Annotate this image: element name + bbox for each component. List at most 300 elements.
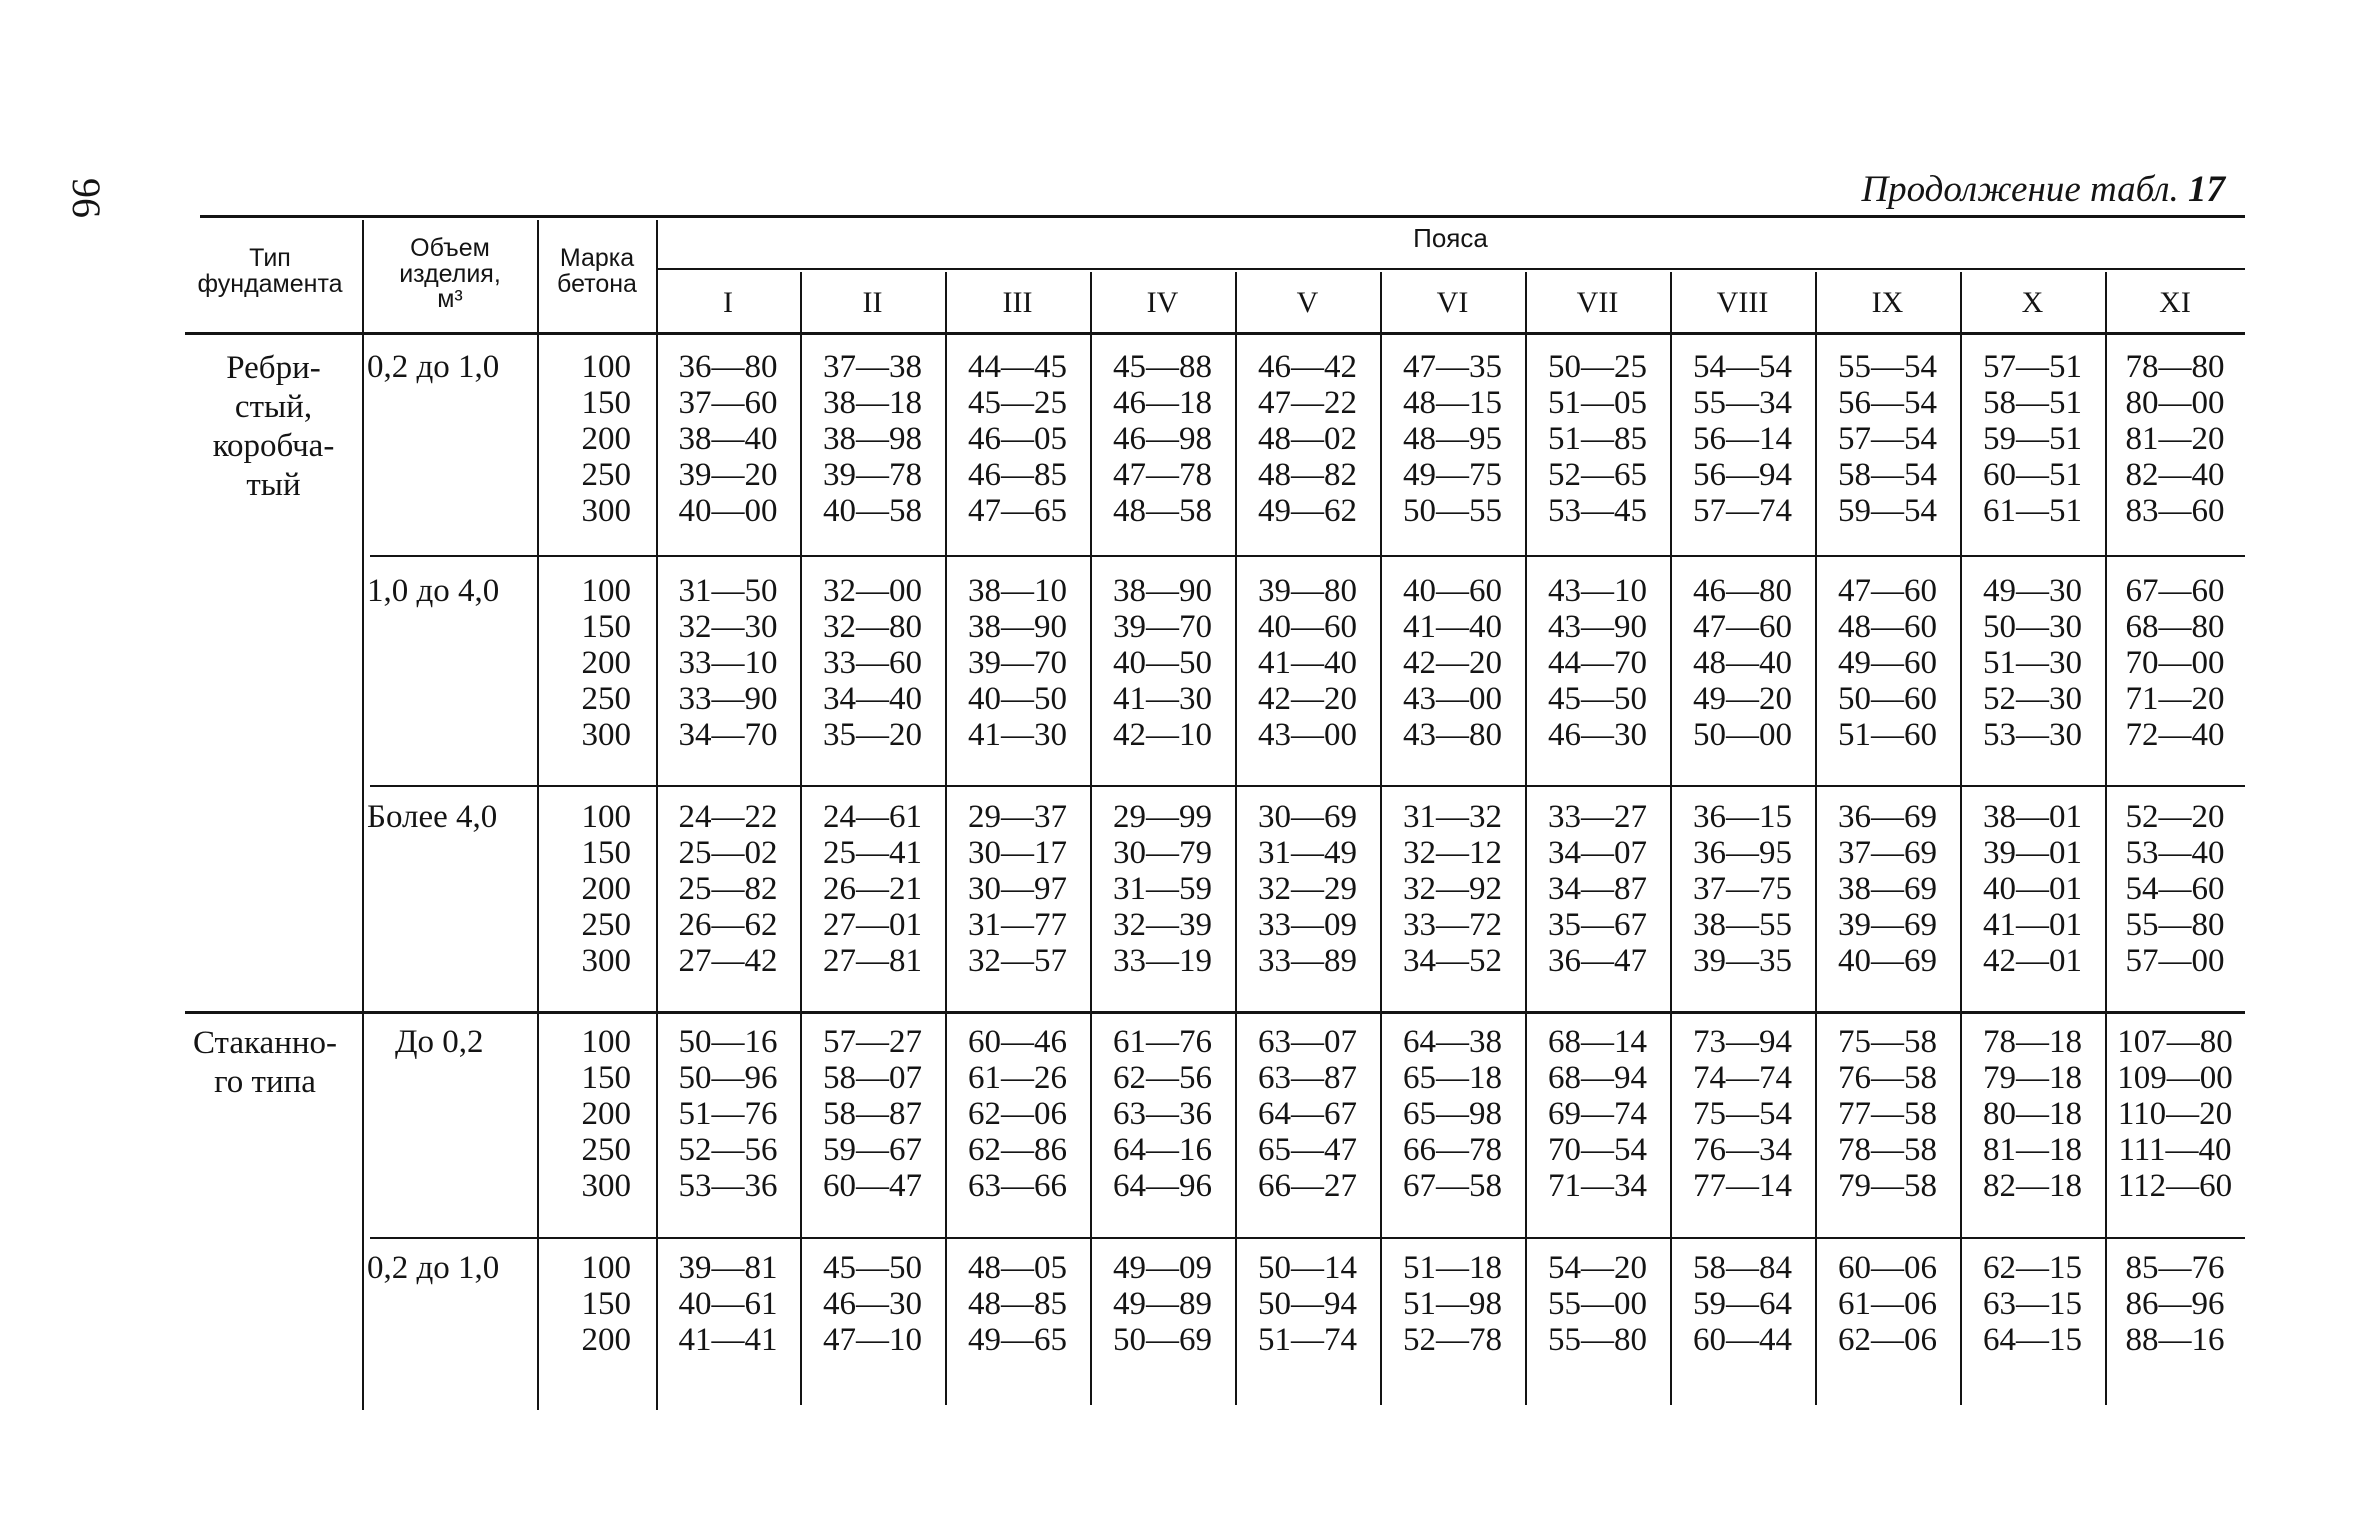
table-cell: 49—75	[1403, 457, 1502, 493]
table-cell: 63—15	[1983, 1286, 2082, 1322]
concrete-grade-value: 250	[581, 457, 631, 493]
zone-value-column	[2105, 799, 2245, 979]
table-cell: 32—29	[1258, 871, 1357, 907]
table-cell: 40—01	[1983, 871, 2082, 907]
table-cell: 50—30	[1983, 609, 2082, 645]
zone-value-column	[1960, 1250, 2105, 1358]
table-cell: 49—89	[1113, 1286, 1212, 1322]
table-cell: 33—09	[1258, 907, 1357, 943]
header-concrete-grade	[539, 246, 655, 297]
table-cell: 62—56	[1113, 1060, 1212, 1096]
header-bottom-rule	[185, 332, 2245, 335]
table-cell: 63—66	[968, 1168, 1067, 1204]
zone-value-column	[1815, 799, 1960, 979]
concrete-grade-value: 150	[581, 385, 631, 421]
table-cell: 42—20	[1403, 645, 1502, 681]
table-cell: 48—82	[1258, 457, 1357, 493]
zone-value-column	[1670, 799, 1815, 979]
header-zone-XI: XI	[2159, 286, 2191, 319]
table-cell: 40—61	[678, 1286, 778, 1322]
table-cell: 53—40	[2125, 835, 2225, 871]
type-label-line: Стаканно-	[192, 1025, 338, 1061]
concrete-grade-value: 300	[581, 717, 631, 753]
table-cell: 32—80	[823, 609, 922, 645]
table-cell: 55—00	[1548, 1286, 1647, 1322]
table-cell: 41—30	[968, 717, 1067, 753]
table-cell: 46—05	[968, 421, 1067, 457]
table-cell: 52—56	[678, 1132, 778, 1168]
table-cell: 59—67	[823, 1132, 922, 1168]
table-cell: 34—52	[1403, 943, 1502, 979]
table-cell: 51—76	[678, 1096, 778, 1132]
table-cell: 70—54	[1548, 1132, 1647, 1168]
table-cell: 50—00	[1693, 717, 1792, 753]
table-cell: 47—10	[823, 1322, 922, 1358]
table-cell: 29—99	[1113, 799, 1212, 835]
table-cell: 44—45	[968, 349, 1067, 385]
table-cell: 68—80	[2125, 609, 2225, 645]
table-cell: 109—00	[2117, 1060, 2233, 1096]
table-cell: 51—30	[1983, 645, 2082, 681]
header-type-of-foundation	[175, 246, 365, 297]
table-cell: 55—80	[1548, 1322, 1647, 1358]
concrete-grade-list	[539, 349, 631, 529]
table-cell: 41—40	[1258, 645, 1357, 681]
zone-value-column	[800, 1250, 945, 1358]
table-cell: 48—58	[1113, 493, 1212, 529]
table-cell: 58—84	[1693, 1250, 1792, 1286]
zone-value-column	[1235, 349, 1380, 529]
table-cell: 48—85	[968, 1286, 1067, 1322]
table-cell: 51—60	[1838, 717, 1937, 753]
table-cell: 56—54	[1838, 385, 1937, 421]
zone-value-column	[1525, 349, 1670, 529]
top-rule	[200, 215, 2245, 218]
table-cell: 40—50	[1113, 645, 1212, 681]
zone-value-column	[1525, 1250, 1670, 1358]
table-cell: 48—95	[1403, 421, 1502, 457]
table-cell: 36—15	[1693, 799, 1792, 835]
table-cell: 52—20	[2125, 799, 2225, 835]
table-cell: 39—70	[968, 645, 1067, 681]
table-cell: 80—00	[2125, 385, 2225, 421]
header-zone-IX: IX	[1871, 286, 1904, 319]
zone-value-column	[1960, 349, 2105, 529]
table-cell: 62—15	[1983, 1250, 2082, 1286]
header-text: фундамента	[197, 269, 343, 298]
table-cell: 46—18	[1113, 385, 1212, 421]
zone-value-column	[1380, 573, 1525, 753]
header-text: Тип	[249, 244, 291, 272]
concrete-grade-value: 100	[581, 573, 631, 609]
zone-value-column	[1960, 799, 2105, 979]
table-cell: 44—70	[1548, 645, 1647, 681]
zone-value-column	[1815, 573, 1960, 753]
table-cell: 68—14	[1548, 1024, 1647, 1060]
table-cell: 31—59	[1113, 871, 1212, 907]
table-cell: 32—92	[1403, 871, 1502, 907]
zone-value-column	[1960, 573, 2105, 753]
table-cell: 64—38	[1403, 1024, 1502, 1060]
table-cell: 64—15	[1983, 1322, 2082, 1358]
table-cell: 42—20	[1258, 681, 1357, 717]
table-cell: 37—60	[678, 385, 778, 421]
table-cell: 59—64	[1693, 1286, 1792, 1322]
table-cell: 75—58	[1838, 1024, 1937, 1060]
table-cell: 26—62	[678, 907, 778, 943]
table-cell: 39—01	[1983, 835, 2082, 871]
item-volume-label: 0,2 до 1,0	[367, 1250, 500, 1286]
table-cell: 33—90	[678, 681, 778, 717]
table-cell: 65—98	[1403, 1096, 1502, 1132]
table-cell: 57—51	[1983, 349, 2082, 385]
table-cell: 60—51	[1983, 457, 2082, 493]
table-cell: 65—47	[1258, 1132, 1357, 1168]
table-cell: 53—36	[678, 1168, 778, 1204]
concrete-grade-value: 100	[581, 799, 631, 835]
table-cell: 38—10	[968, 573, 1067, 609]
zone-value-column	[1380, 799, 1525, 979]
type-label-line: стый,	[234, 388, 313, 425]
table-cell: 33—19	[1113, 943, 1212, 979]
table-cell: 50—60	[1838, 681, 1937, 717]
table-cell: 86—96	[2125, 1286, 2225, 1322]
concrete-grade-list	[539, 799, 631, 979]
zone-value-column	[1235, 1250, 1380, 1358]
table-cell: 43—00	[1258, 717, 1357, 753]
group-separator	[370, 555, 2245, 557]
concrete-grade-value: 150	[581, 835, 631, 871]
table-cell: 37—75	[1693, 871, 1792, 907]
table-cell: 29—37	[968, 799, 1067, 835]
type-label-line: Ребри-	[226, 350, 321, 386]
zone-value-column	[800, 799, 945, 979]
type-label-line: тый	[246, 466, 301, 503]
zone-value-column	[1090, 349, 1235, 529]
table-cell: 76—34	[1693, 1132, 1792, 1168]
page-number: 96	[64, 178, 109, 218]
table-cell: 63—87	[1258, 1060, 1357, 1096]
concrete-grade-value: 200	[581, 421, 631, 457]
table-cell: 61—51	[1983, 493, 2082, 529]
table-cell: 38—40	[678, 421, 778, 457]
table-cell: 42—01	[1983, 943, 2082, 979]
table-cell: 70—00	[2125, 645, 2225, 681]
table-cell: 37—38	[823, 349, 922, 385]
table-cell: 50—96	[678, 1060, 778, 1096]
table-cell: 41—40	[1403, 609, 1502, 645]
table-cell: 39—80	[1258, 573, 1357, 609]
table-cell: 40—69	[1838, 943, 1937, 979]
table-cell: 77—14	[1693, 1168, 1792, 1204]
zone-value-column	[1670, 1250, 1815, 1358]
table-cell: 54—54	[1693, 349, 1792, 385]
table-cell: 56—94	[1693, 457, 1792, 493]
column-divider	[362, 220, 364, 1410]
zone-value-column	[800, 1024, 945, 1204]
table-cell: 67—58	[1403, 1168, 1502, 1204]
table-cell: 34—87	[1548, 871, 1647, 907]
zone-value-column	[2105, 573, 2245, 753]
table-cell: 78—80	[2125, 349, 2225, 385]
table-cell: 39—81	[678, 1250, 778, 1286]
table-cell: 110—20	[2117, 1096, 2233, 1132]
item-volume-label: 0,2 до 1,0	[367, 349, 500, 385]
table-cell: 63—07	[1258, 1024, 1357, 1060]
concrete-grade-value: 200	[581, 1322, 631, 1358]
table-cell: 47—60	[1693, 609, 1792, 645]
concrete-grade-value: 200	[581, 1096, 631, 1132]
table-cell: 31—49	[1258, 835, 1357, 871]
table-cell: 38—90	[1113, 573, 1212, 609]
table-cell: 47—78	[1113, 457, 1212, 493]
table-cell: 38—69	[1838, 871, 1937, 907]
table-cell: 61—06	[1838, 1286, 1937, 1322]
zone-value-column	[1235, 573, 1380, 753]
zone-value-column	[656, 1250, 800, 1358]
table-cell: 54—20	[1548, 1250, 1647, 1286]
table-cell: 112—60	[2117, 1168, 2233, 1204]
table-cell: 45—25	[968, 385, 1067, 421]
table-cell: 61—76	[1113, 1024, 1212, 1060]
table-cell: 43—90	[1548, 609, 1647, 645]
table-cell: 46—80	[1693, 573, 1792, 609]
table-cell: 35—67	[1548, 907, 1647, 943]
header-text: Объем	[410, 234, 490, 262]
table-cell: 48—15	[1403, 385, 1502, 421]
table-cell: 111—40	[2118, 1132, 2232, 1168]
table-cell: 33—89	[1258, 943, 1357, 979]
zone-value-column	[800, 573, 945, 753]
table-cell: 45—50	[823, 1250, 922, 1286]
table-cell: 69—74	[1548, 1096, 1647, 1132]
table-cell: 65—18	[1403, 1060, 1502, 1096]
table-cell: 36—95	[1693, 835, 1792, 871]
zone-value-column	[1380, 1250, 1525, 1358]
type-label-line: го типа	[214, 1063, 316, 1100]
table-cell: 52—78	[1403, 1322, 1502, 1358]
table-cell: 50—25	[1548, 349, 1647, 385]
table-cell: 66—27	[1258, 1168, 1357, 1204]
table-cell: 50—94	[1258, 1286, 1357, 1322]
table-cell: 51—05	[1548, 385, 1647, 421]
table-continuation-caption	[1861, 168, 2225, 211]
table-cell: 64—16	[1113, 1132, 1212, 1168]
table-cell: 58—51	[1983, 385, 2082, 421]
table-cell: 60—46	[968, 1024, 1067, 1060]
table-cell: 82—18	[1983, 1168, 2082, 1204]
table-cell: 48—05	[968, 1250, 1067, 1286]
table-cell: 67—60	[2125, 573, 2225, 609]
table-cell: 66—78	[1403, 1132, 1502, 1168]
table-cell: 79—18	[1983, 1060, 2082, 1096]
table-cell: 54—60	[2125, 871, 2225, 907]
zone-value-column	[2105, 1024, 2245, 1204]
header-text: изделия,	[399, 259, 501, 288]
table-cell: 36—47	[1548, 943, 1647, 979]
item-volume-label: До 0,2	[395, 1024, 484, 1060]
table-cell: 80—18	[1983, 1096, 2082, 1132]
table-cell: 88—16	[2125, 1322, 2225, 1358]
table-cell: 49—62	[1258, 493, 1357, 529]
table-cell: 32—30	[678, 609, 778, 645]
table-cell: 46—30	[1548, 717, 1647, 753]
table-cell: 60—06	[1838, 1250, 1937, 1286]
zone-value-column	[945, 349, 1090, 529]
zone-value-column	[1090, 573, 1235, 753]
zone-value-column	[656, 573, 800, 753]
table-cell: 46—30	[823, 1286, 922, 1322]
table-cell: 32—39	[1113, 907, 1212, 943]
header-zone-VIII: VIII	[1716, 286, 1769, 319]
table-cell: 32—57	[968, 943, 1067, 979]
table-cell: 62—86	[968, 1132, 1067, 1168]
table-cell: 27—01	[823, 907, 922, 943]
table-cell: 40—60	[1258, 609, 1357, 645]
table-cell: 40—60	[1403, 573, 1502, 609]
zone-value-column	[1815, 1250, 1960, 1358]
zone-value-column	[656, 1024, 800, 1204]
table-cell: 49—20	[1693, 681, 1792, 717]
table-cell: 74—74	[1693, 1060, 1792, 1096]
zone-value-column	[945, 573, 1090, 753]
table-cell: 60—44	[1693, 1322, 1792, 1358]
zone-value-column	[1235, 799, 1380, 979]
table-cell: 43—80	[1403, 717, 1502, 753]
zone-value-column	[945, 1024, 1090, 1204]
table-cell: 57—00	[2125, 943, 2225, 979]
table-cell: 75—54	[1693, 1096, 1792, 1132]
header-text: бетона	[557, 269, 637, 298]
header-text: Марка	[559, 244, 635, 272]
zone-value-column	[1815, 349, 1960, 529]
table-cell: 25—41	[823, 835, 922, 871]
table-cell: 45—50	[1548, 681, 1647, 717]
table-cell: 58—87	[823, 1096, 922, 1132]
table-cell: 30—69	[1258, 799, 1357, 835]
table-cell: 78—58	[1838, 1132, 1937, 1168]
table-cell: 47—60	[1838, 573, 1937, 609]
table-cell: 57—74	[1693, 493, 1792, 529]
table-cell: 33—10	[678, 645, 778, 681]
table-cell: 55—54	[1838, 349, 1937, 385]
table-cell: 51—74	[1258, 1322, 1357, 1358]
table-cell: 64—96	[1113, 1168, 1212, 1204]
table-cell: 64—67	[1258, 1096, 1357, 1132]
table-cell: 25—02	[678, 835, 778, 871]
zone-value-column	[2105, 1250, 2245, 1358]
foundation-type-ribbed	[185, 349, 362, 505]
table-cell: 39—69	[1838, 907, 1937, 943]
table-cell: 71—20	[2125, 681, 2225, 717]
concrete-grade-value: 150	[581, 609, 631, 645]
table-cell: 33—27	[1548, 799, 1647, 835]
table-cell: 57—27	[823, 1024, 922, 1060]
header-zone-VI: VI	[1436, 286, 1469, 319]
table-cell: 47—65	[968, 493, 1067, 529]
table-cell: 33—72	[1403, 907, 1502, 943]
table-cell: 39—78	[823, 457, 922, 493]
table-cell: 76—58	[1838, 1060, 1937, 1096]
table-cell: 83—60	[2125, 493, 2225, 529]
table-cell: 38—18	[823, 385, 922, 421]
table-cell: 40—58	[823, 493, 922, 529]
table-cell: 81—20	[2125, 421, 2225, 457]
table-cell: 78—18	[1983, 1024, 2082, 1060]
table-cell: 41—30	[1113, 681, 1212, 717]
zone-value-column	[1235, 1024, 1380, 1204]
zone-value-column	[656, 349, 800, 529]
table-cell: 107—80	[2117, 1024, 2233, 1060]
header-zone-II: II	[862, 286, 883, 319]
table-cell: 81—18	[1983, 1132, 2082, 1168]
table-cell: 36—69	[1838, 799, 1937, 835]
table-cell: 48—60	[1838, 609, 1937, 645]
type-label-line: коробча-	[212, 427, 335, 464]
table-cell: 52—30	[1983, 681, 2082, 717]
table-cell: 39—35	[1693, 943, 1792, 979]
table-cell: 58—54	[1838, 457, 1937, 493]
table-cell: 41—41	[678, 1322, 778, 1358]
concrete-grade-value: 100	[581, 1024, 631, 1060]
table-cell: 47—22	[1258, 385, 1357, 421]
table-cell: 50—69	[1113, 1322, 1212, 1358]
table-cell: 56—14	[1693, 421, 1792, 457]
table-cell: 72—40	[2125, 717, 2225, 753]
table-cell: 47—35	[1403, 349, 1502, 385]
foundation-type-glass	[170, 1024, 360, 1102]
table-cell: 36—80	[678, 349, 778, 385]
header-zone-I: I	[723, 286, 733, 319]
zone-value-column	[1380, 1024, 1525, 1204]
zone-value-column	[1380, 349, 1525, 529]
concrete-grade-value: 250	[581, 907, 631, 943]
item-volume-label: Более 4,0	[367, 799, 498, 835]
table-cell: 57—54	[1838, 421, 1937, 457]
table-cell: 39—20	[678, 457, 778, 493]
table-cell: 51—18	[1403, 1250, 1502, 1286]
table-cell: 50—55	[1403, 493, 1502, 529]
zones-rule	[656, 268, 2245, 270]
header-zone-X: X	[2021, 286, 2044, 319]
zone-value-column	[1090, 1250, 1235, 1358]
table-cell: 35—20	[823, 717, 922, 753]
zone-value-column	[1815, 1024, 1960, 1204]
table-cell: 38—98	[823, 421, 922, 457]
table-cell: 77—58	[1838, 1096, 1937, 1132]
table-cell: 34—07	[1548, 835, 1647, 871]
zone-value-column	[1670, 1024, 1815, 1204]
table-cell: 68—94	[1548, 1060, 1647, 1096]
table-cell: 71—34	[1548, 1168, 1647, 1204]
table-cell: 43—10	[1548, 573, 1647, 609]
concrete-grade-value: 100	[581, 1250, 631, 1286]
table-cell: 62—06	[1838, 1322, 1937, 1358]
group-separator	[370, 785, 2245, 787]
table-cell: 24—22	[678, 799, 778, 835]
table-cell: 55—34	[1693, 385, 1792, 421]
zone-value-column	[800, 349, 945, 529]
table-cell: 32—12	[1403, 835, 1502, 871]
table-cell: 49—65	[968, 1322, 1067, 1358]
table-cell: 58—07	[823, 1060, 922, 1096]
table-cell: 40—50	[968, 681, 1067, 717]
table-cell: 51—98	[1403, 1286, 1502, 1322]
header-item-volume	[364, 236, 536, 313]
concrete-grade-value: 100	[581, 349, 631, 385]
concrete-grade-value: 300	[581, 943, 631, 979]
table-cell: 42—10	[1113, 717, 1212, 753]
